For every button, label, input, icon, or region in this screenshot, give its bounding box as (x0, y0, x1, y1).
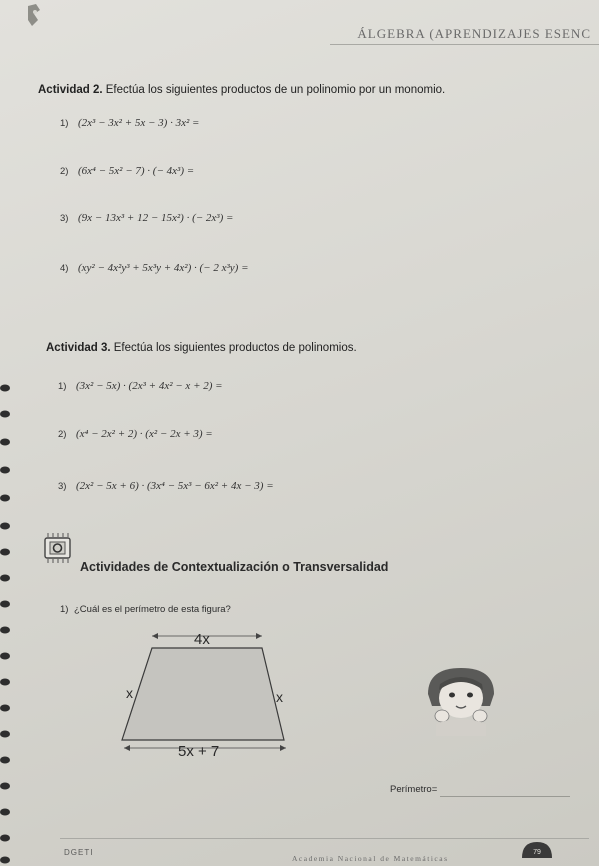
item-number: 1) (58, 381, 67, 392)
activity2-title (38, 84, 445, 96)
arrow-right-icon (256, 633, 262, 639)
item-expression: (xy² − 4x²y³ + 5x³y + 4x²) · (− 2 x³y) = (78, 262, 249, 274)
spiral-binding (0, 380, 24, 866)
question-text: ¿Cuál es el perímetro de esta figura? (74, 604, 231, 615)
bottom-label: 5x + 7 (178, 743, 220, 760)
item-number: 4) (60, 263, 69, 274)
item-expression: (x⁴ − 2x² + 2) · (x² − 2x + 3) = (76, 428, 213, 440)
arrow-left-icon (124, 745, 130, 751)
footer-left: DGETI (64, 848, 94, 857)
arrow-right-icon (280, 745, 286, 751)
chip-icon (42, 532, 72, 564)
activity3-title-text: Efectúa los siguientes productos de polinomios. (110, 342, 357, 354)
trapezoid-shape (122, 648, 284, 740)
question-number: 1) (60, 604, 69, 615)
arrow-left-icon (152, 633, 158, 639)
corner-logo-icon (24, 2, 46, 30)
activity3-title-bold: Actividad 3. (46, 342, 111, 354)
top-label: 4x (194, 631, 210, 648)
item-number: 2) (60, 166, 69, 177)
item-expression: (2x² − 5x + 6) · (3x⁴ − 5x³ − 6x² + 4x − 3) = (76, 480, 274, 492)
activity2-title-text: Efectúa los siguientes productos de un polinomio por un monomio. (102, 84, 446, 96)
perimeter-answer-line (440, 796, 570, 797)
right-label: x (276, 689, 283, 705)
book-header: ÁLGEBRA (APRENDIZAJES ESENC (357, 26, 591, 41)
item-expression: (2x³ − 3x² + 5x − 3) · 3x² = (78, 117, 200, 129)
trapezoid-figure (112, 622, 302, 770)
left-label: x (126, 685, 133, 701)
item-number: 1) (60, 118, 69, 129)
item-number: 3) (60, 213, 69, 224)
item-expression: (3x² − 5x) · (2x³ + 4x² − x + 2) = (76, 380, 223, 392)
girl-illustration-icon (416, 664, 506, 736)
page-number: 79 (533, 849, 541, 856)
item-number: 2) (58, 429, 67, 440)
header-rule (330, 44, 599, 45)
activity3-title (46, 342, 357, 354)
context-title: Actividades de Contextualización o Transversalidad (80, 560, 389, 574)
item-expression: (9x − 13x³ + 12 − 15x²) · (− 2x³) = (78, 212, 234, 224)
activity2-title-bold: Actividad 2. (38, 84, 103, 96)
perimeter-label: Perímetro= (390, 784, 438, 795)
footer-rule (60, 838, 589, 839)
page-number-badge (520, 840, 554, 860)
item-number: 3) (58, 481, 67, 492)
item-expression: (6x⁴ − 5x² − 7) · (− 4x³) = (78, 165, 195, 177)
footer-right: Academia Nacional de Matemáticas (292, 854, 449, 863)
